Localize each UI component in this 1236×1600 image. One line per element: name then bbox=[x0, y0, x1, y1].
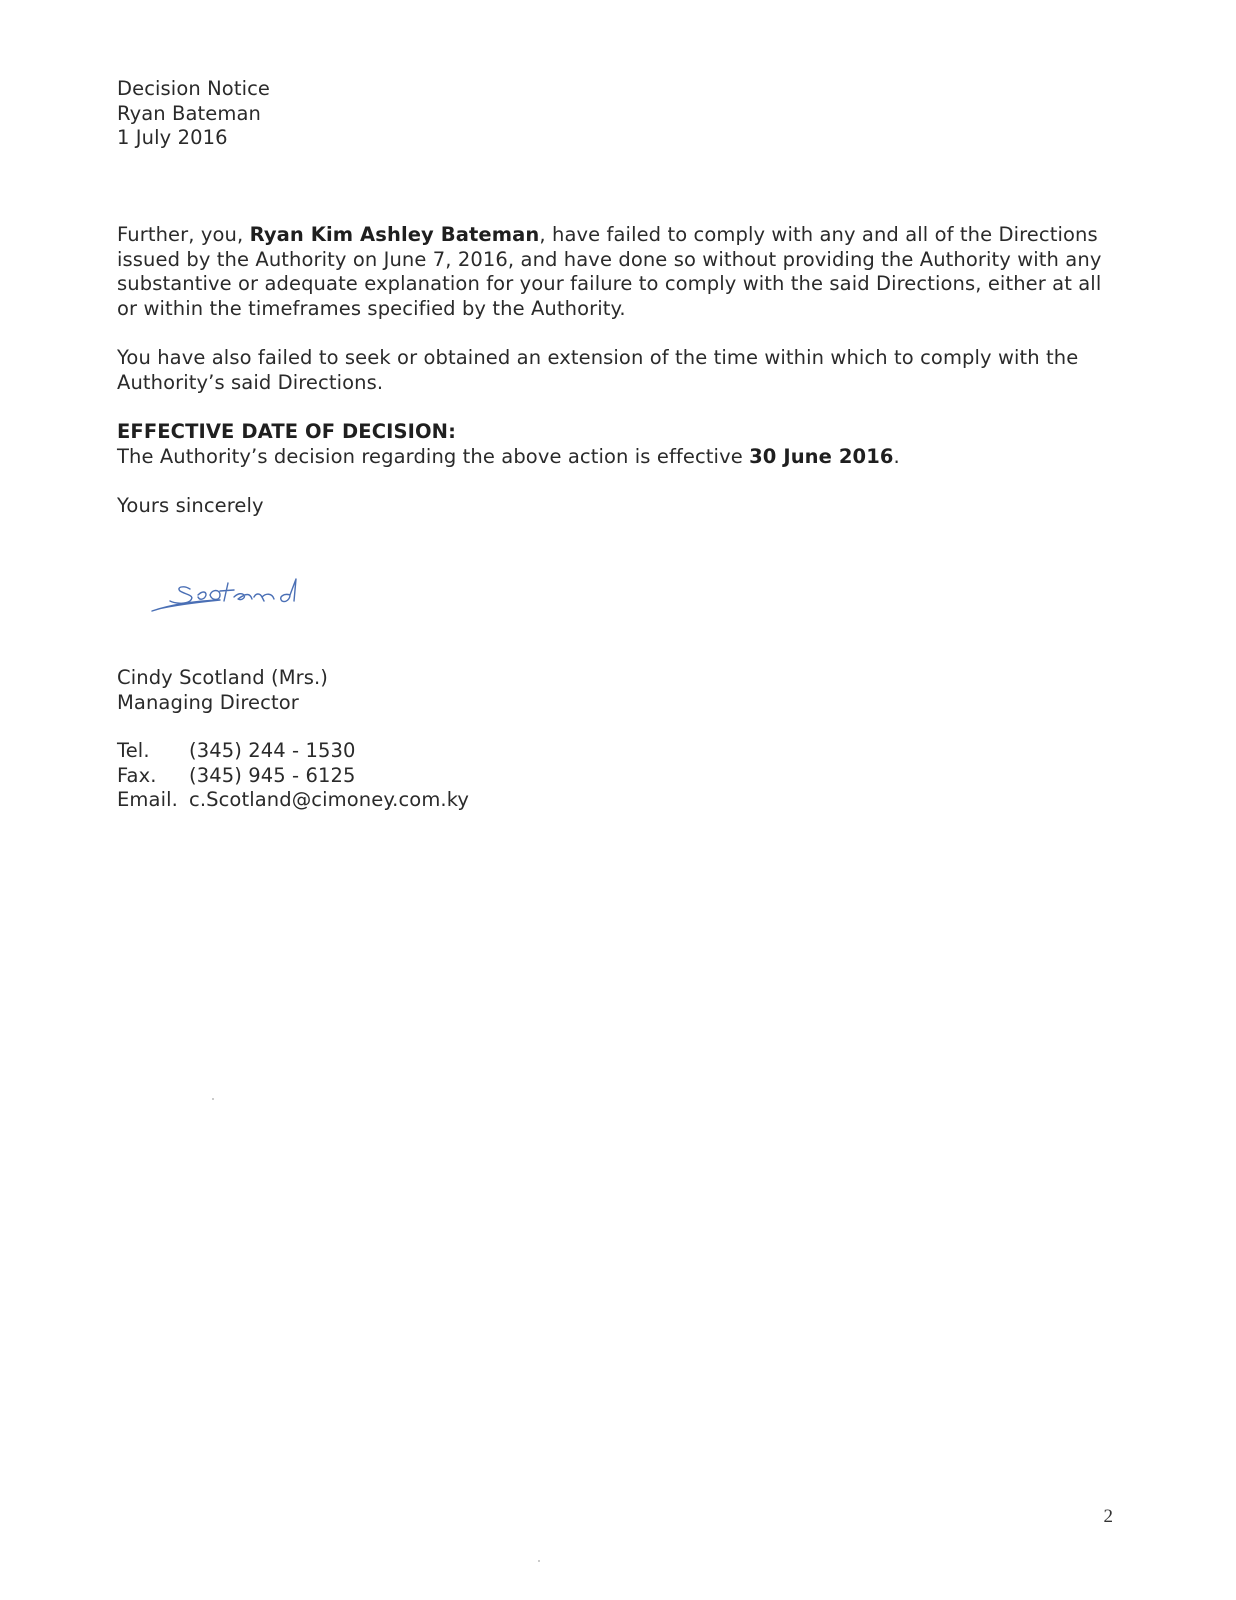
email-label: Email. bbox=[117, 788, 178, 811]
paragraph-extension: You have also failed to seek or obtained an extension of the time within which to comply with the Authority’s said Directions. bbox=[117, 346, 1079, 394]
closing-salutation: Yours sincerely bbox=[117, 494, 264, 517]
contact-tel-row bbox=[117, 739, 469, 764]
effective-date-line bbox=[117, 445, 900, 470]
signer-name: Cindy Scotland (Mrs.) bbox=[117, 666, 329, 689]
header-date: 1 July 2016 bbox=[117, 126, 228, 149]
contact-block bbox=[117, 739, 469, 813]
signer-title: Managing Director bbox=[117, 690, 299, 714]
tel-value: (345) 244 - 1530 bbox=[189, 739, 356, 762]
effective-date-period: . bbox=[893, 444, 900, 468]
handwritten-signature bbox=[150, 575, 330, 615]
header-document-title: Decision Notice bbox=[117, 77, 271, 100]
paragraph1-intro: Further, you, bbox=[117, 223, 250, 246]
effective-date-value: 30 June 2016 bbox=[749, 444, 894, 468]
tel-label: Tel. bbox=[117, 739, 150, 762]
header-recipient: Ryan Bateman bbox=[117, 101, 262, 125]
signer-block bbox=[117, 666, 328, 715]
scan-speck bbox=[212, 1098, 214, 1100]
letter-header bbox=[117, 77, 270, 151]
page-number: 2 bbox=[1103, 1506, 1113, 1527]
effective-date-heading: EFFECTIVE DATE OF DECISION: bbox=[117, 420, 456, 443]
email-value: c.Scotland@cimoney.com.ky bbox=[189, 788, 470, 811]
paragraph1-body: , have failed to comply with any and all of the Directions issued by the Authority on June 7, 2016, and have done so without providing the Authority with any substantive or adequate explanation for your failure to comply with the said Directions, either at all or within the timeframes specified by the Authority. bbox=[117, 223, 1102, 320]
effective-date-text: The Authority’s decision regarding the above action is effective bbox=[117, 444, 750, 468]
contact-fax-row bbox=[117, 764, 469, 789]
fax-value: (345) 945 - 6125 bbox=[189, 763, 356, 787]
recipient-full-name: Ryan Kim Ashley Bateman bbox=[249, 223, 540, 246]
fax-label: Fax. bbox=[117, 763, 157, 787]
contact-email-row bbox=[117, 788, 469, 813]
scan-speck bbox=[538, 1560, 540, 1562]
paragraph-failure-to-comply bbox=[117, 223, 1127, 321]
effective-date-section bbox=[117, 420, 900, 469]
